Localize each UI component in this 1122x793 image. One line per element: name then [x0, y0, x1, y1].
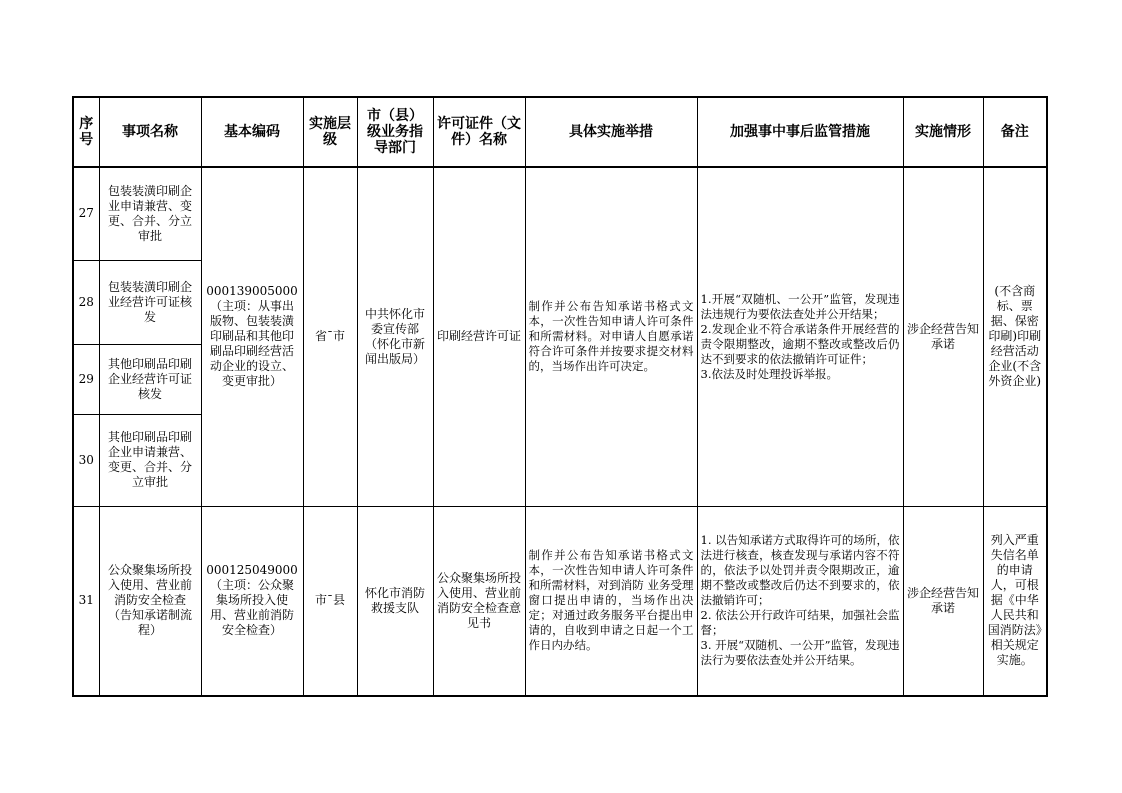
row-seq: 28 [73, 260, 99, 344]
license-name: 印刷经营许可证 [433, 167, 525, 506]
remark: 列入严重失信名单的申请人，可根据《中华人民共和国消防法》相关规定实施。 [983, 506, 1047, 696]
supervision-measure: 1. 以告知承诺方式取得许可的场所，依法进行核查，核查发现与承诺内容不符的，依法予以处罚并责令限期改正，逾期不整改或整改后仍达不到要求的，依法撤销许可； 2. 依法公开行政许可结果，加强社会监督； 3. 开展“双随机、一公开”监管，发现违法行为要依法查处并公开结果。 [697, 506, 903, 696]
header-level: 实施层级 [303, 97, 357, 167]
license-name: 公众聚集场所投入使用、营业前消防安全检查意见书 [433, 506, 525, 696]
row-item-name: 包装装潢印刷企业经营许可证核发 [99, 260, 201, 344]
basic-code: 000125049000（主项：公众聚集场所投入使用、营业前消防安全检查） [201, 506, 303, 696]
row-item-name: 其他印刷品印刷企业申请兼营、变更、合并、分立审批 [99, 414, 201, 506]
header-supervision: 加强事中事后监管措施 [697, 97, 903, 167]
implementation-situation: 涉企经营告知承诺 [903, 167, 983, 506]
implementation-level: 市ˉ县 [303, 506, 357, 696]
permit-table [72, 96, 1048, 697]
header-seq: 序号 [73, 97, 99, 167]
header-situation: 实施情形 [903, 97, 983, 167]
table-row [73, 506, 1047, 696]
row-item-name: 其他印刷品印刷企业经营许可证核发 [99, 344, 201, 414]
row-item-name: 公众聚集场所投入使用、营业前消防安全检查（告知承诺制流程） [99, 506, 201, 696]
header-code: 基本编码 [201, 97, 303, 167]
header-remark: 备注 [983, 97, 1047, 167]
guidance-dept: 怀化市消防救援支队 [357, 506, 433, 696]
row-seq: 31 [73, 506, 99, 696]
header-license: 许可证件（文件）名称 [433, 97, 525, 167]
row-seq: 30 [73, 414, 99, 506]
guidance-dept: 中共怀化市委宣传部（怀化市新闻出版局） [357, 167, 433, 506]
header-measure: 具体实施举措 [525, 97, 697, 167]
row-seq: 29 [73, 344, 99, 414]
row-seq: 27 [73, 167, 99, 260]
row-item-name: 包装装潢印刷企业申请兼营、变更、合并、分立审批 [99, 167, 201, 260]
implementation-situation: 涉企经营告知承诺 [903, 506, 983, 696]
header-dept: 市（县）级业务指导部门 [357, 97, 433, 167]
supervision-measure: 1.开展“双随机、一公开”监管，发现违法违规行为要依法查处并公开结果； 2.发现企业不符合承诺条件开展经营的责令限期整改，逾期不整改或整改后仍达不到要求的依法撤销许可证件； 3.依法及时处理投诉举报。 [697, 167, 903, 506]
header-row [73, 97, 1047, 167]
implementation-measure: 制作并公布告知承诺书格式文本，一次性告知申请人许可条件和所需材料。对申请人自愿承诺符合许可条件并按要求提交材料的，当场作出许可决定。 [525, 167, 697, 506]
header-name: 事项名称 [99, 97, 201, 167]
basic-code: 000139005000（主项：从事出版物、包装装潢印刷品和其他印刷品印刷经营活动企业的设立、变更审批） [201, 167, 303, 506]
implementation-level: 省ˉ市 [303, 167, 357, 506]
table-row [73, 167, 1047, 260]
remark: (不含商标、票据、保密印刷)印刷经营活动企业(不含外资企业) [983, 167, 1047, 506]
implementation-measure: 制作并公布告知承诺书格式文本，一次性告知申请人许可条件和所需材料，对到消防 业务受理窗口提出申请的，当场作出决定；对通过政务服务平台提出申请的，自收到申请之日起一个工作日内办结。 [525, 506, 697, 696]
